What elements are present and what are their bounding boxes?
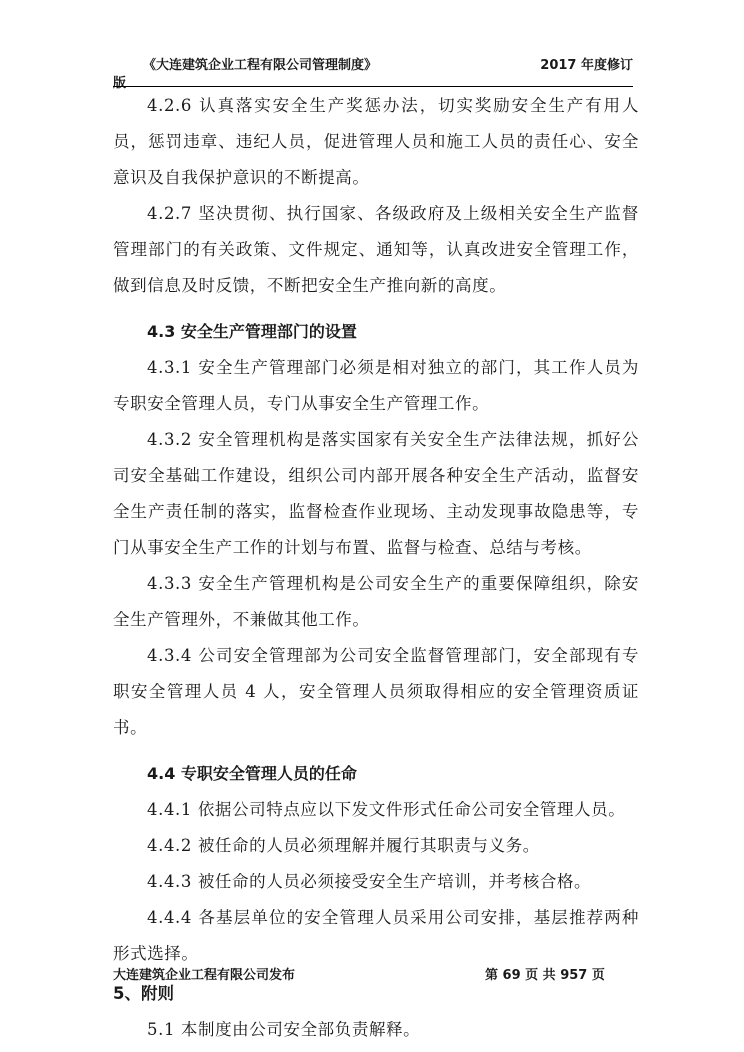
paragraph: 4.4.2 被任命的人员必须理解并履行其职责与义务。 — [147, 836, 540, 855]
paragraph: 4.2.6 认真落实安全生产奖惩办法，切实奖励安全生产有用人员，惩罚违章、违纪人员，促进管理人员和施工人员的责任心、安全意识及自我保护意识的不断提高。 — [113, 96, 639, 187]
paragraph: 4.3.2 安全管理机构是落实国家有关安全生产法律法规，抓好公司安全基础工作建设，组织公司内部开展各种安全生产活动，监督安全生产责任制的落实，监督检查作业现场、主动发现事故隐患等，专门从事安全生产工作的计划与布置、监督与检查、总结与考核。 — [113, 430, 639, 557]
section-heading: 4.4 专职安全管理人员的任命 — [147, 764, 357, 783]
paragraph: 4.4.4 各基层单位的安全管理人员采用公司安排，基层推荐两种形式选择。 — [113, 908, 639, 963]
header-divider — [113, 86, 633, 87]
section-heading: 4.3 安全生产管理部门的设置 — [147, 322, 357, 341]
paragraph: 4.3.3 安全生产管理机构是公司安全生产的重要保障组织，除安全生产管理外，不兼做其他工作。 — [113, 574, 639, 629]
page-number: 第 69 页 共 957 页 — [485, 968, 605, 983]
paragraph: 4.3.1 安全生产管理部门必须是相对独立的部门，其工作人员为专职安全管理人员，专门从事安全生产管理工作。 — [113, 358, 639, 413]
paragraph: 4.3.4 公司安全管理部为公司安全监督管理部门，安全部现有专职安全管理人员 4 人，安全管理人员须取得相应的安全管理资质证书。 — [113, 646, 639, 737]
revision-label-wrap: 版 — [113, 76, 127, 91]
paragraph: 5.1 本制度由公司安全部负责解释。 — [147, 1020, 421, 1039]
page-header — [113, 52, 633, 91]
paragraph: 4.4.3 被任命的人员必须接受安全生产培训，并考核合格。 — [147, 872, 592, 891]
paragraph: 4.2.7 坚决贯彻、执行国家、各级政府及上级相关安全生产监督管理部门的有关政策、文件规定、通知等，认真改进安全管理工作，做到信息及时反馈，不断把安全生产推向新的高度。 — [113, 204, 639, 295]
document-title: 《大连建筑企业工程有限公司管理制度》 — [143, 58, 378, 73]
publisher-label: 大连建筑企业工程有限公司发布 — [113, 968, 296, 983]
page-body — [113, 88, 639, 1048]
page-footer — [113, 964, 633, 988]
paragraph: 4.4.1 依据公司特点应以下发文件形式任命公司安全管理人员。 — [147, 800, 626, 819]
revision-label: 2017 年度修订 — [540, 58, 633, 73]
chapter-heading: 5、附则 — [113, 984, 174, 1003]
